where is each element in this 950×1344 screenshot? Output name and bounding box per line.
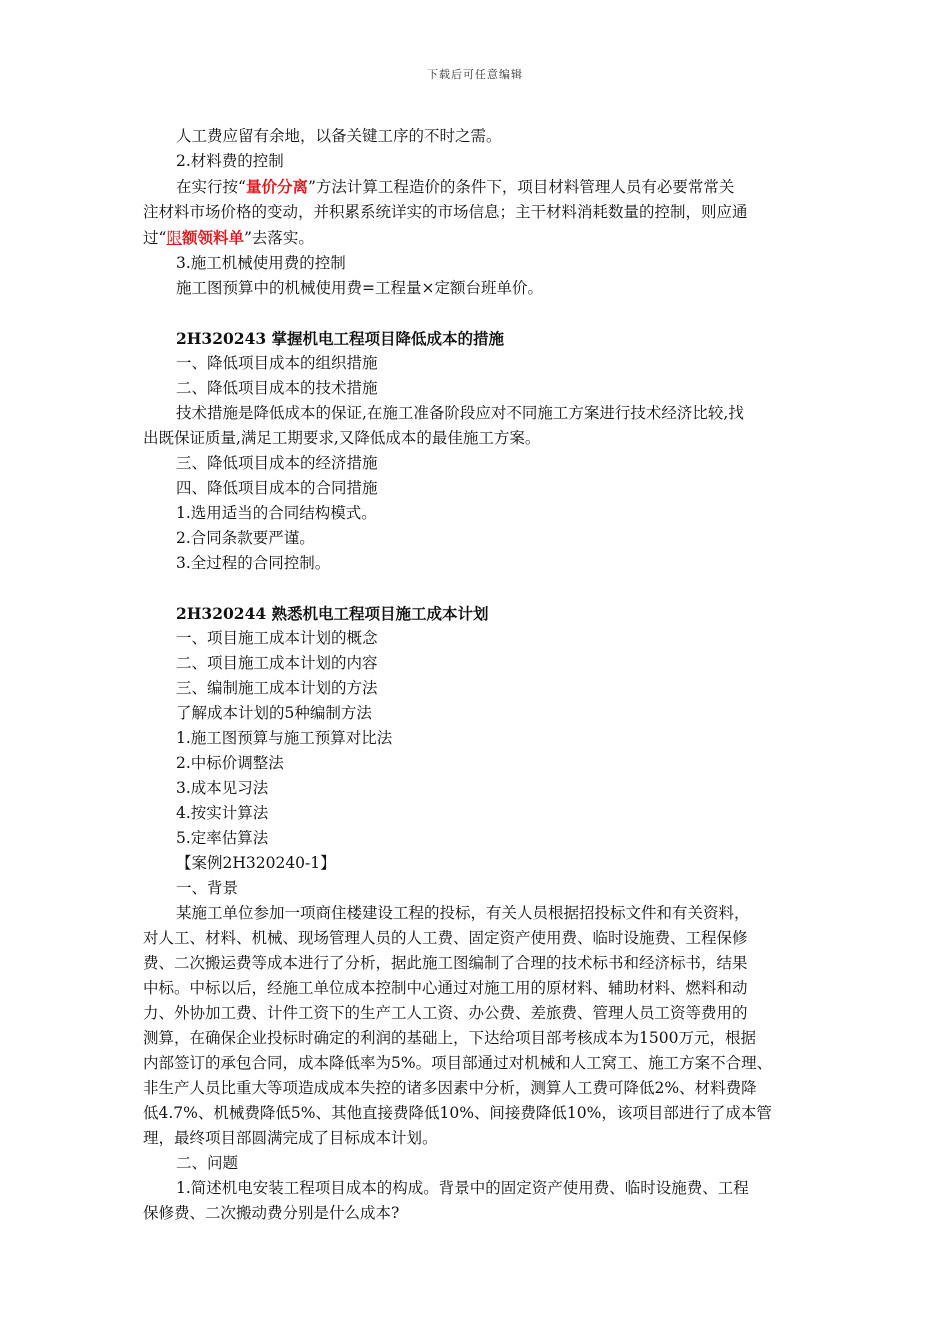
document-body <box>143 124 809 1226</box>
material-line-3: 过“限额领料单”去落实。 <box>143 228 314 247</box>
material-cost-paragraph <box>143 174 809 251</box>
list-item: 3.全过程的合同控制。 <box>176 554 331 572</box>
limit-underlined: 限 <box>166 229 182 247</box>
case-question-paragraph: 1.简述机电安装工程项目成本的构成。背景中的固定资产使用费、临时设施费、工程 保修费、二次搬动费分别是什么成本? <box>143 1179 749 1222</box>
case-question-title: 二、问题 <box>176 1154 239 1172</box>
section-244-heading: 2H320244 熟悉机电工程项目施工成本计划 <box>176 604 489 623</box>
machine-cost-formula: 施工图预算中的机械使用费=工程量×定额台班单价。 <box>176 279 543 297</box>
list-item: 2.合同条款要严谨。 <box>176 529 315 547</box>
list-item: 4.按实计算法 <box>176 804 269 822</box>
case-background-paragraph: 某施工单位参加一项商住楼建设工程的投标，有关人员根据招投标文件和有关资料， 对人工、材料、机械、现场管理人员的人工费、固定资产使用费、临时设施费、工程保修 费、二次搬运费等成本进行了分析，据此施工图编制了合理的技术标书和经济标书，结果 中标。中标以后，经施工单位成本控制中心通过对施工用的原材料、辅助材料、燃料和动 力、外协加工费、计件工资下的生产工人工资、办公费、差旅费、管理人员工资等费用的 测算，在确保企业投标时确定的利润的基础上，下达给项目部考核成本为1500万元，根据 内部签订的承包合同，成本降低率为5%。项目部通过对机械和人工窝工、施工方案不合理、 非生产人员比重大等项造成成本失控的诸多因素中分析，测算人工费可降低2%、材料费降 低4.7%、机械费降低5%、其他直接费降低10%、间接费降低10%，该项目部进行了成本管 理，最终项目部圆满完成了目标成本计划。 <box>143 904 773 1147</box>
labor-cost-tail: 人工费应留有余地，以备关键工序的不时之需。 <box>176 127 502 145</box>
machine-cost-title: 3.施工机械使用费的控制 <box>176 254 346 272</box>
list-item: 一、降低项目成本的组织措施 <box>176 354 378 372</box>
case-title: 【案例2H320240-1】 <box>176 854 336 872</box>
list-item: 1.选用适当的合同结构模式。 <box>176 504 377 522</box>
list-item: 四、降低项目成本的合同措施 <box>176 479 378 497</box>
list-item: 一、项目施工成本计划的概念 <box>176 629 378 647</box>
material-line-1: 在实行按“量价分离”方法计算工程造价的条件下，项目材料管理人员有必要常常关 <box>176 177 735 196</box>
technical-measures-paragraph: 技术措施是降低成本的保证,在施工准备阶段应对不同施工方案进行技术经济比较,找 出既保证质量,满足工期要求,又降低成本的最佳施工方案。 <box>143 404 744 447</box>
list-item: 二、降低项目成本的技术措施 <box>176 379 378 397</box>
material-cost-title: 2.材料费的控制 <box>176 152 284 170</box>
list-item: 5.定率估算法 <box>176 829 269 847</box>
list-item: 2.中标价调整法 <box>176 754 284 772</box>
list-item: 三、编制施工成本计划的方法 <box>176 679 378 697</box>
list-item: 1.施工图预算与施工预算对比法 <box>176 729 393 747</box>
section-243-heading: 2H320243 掌握机电工程项目降低成本的措施 <box>176 329 505 348</box>
list-item: 了解成本计划的5种编制方法 <box>176 704 372 722</box>
requisition-highlight: 额领料单 <box>181 228 244 247</box>
list-item: 二、项目施工成本计划的内容 <box>176 654 378 672</box>
page-header: 下载后可任意编辑 <box>427 68 523 81</box>
list-item: 三、降低项目成本的经济措施 <box>176 454 378 472</box>
quantity-price-separation-highlight: 量价分离 <box>245 177 308 196</box>
material-line-2: 注材料市场价格的变动，并积累系统详实的市场信息；主干材料消耗数量的控制，则应通 <box>143 203 748 221</box>
case-background-title: 一、背景 <box>176 879 239 897</box>
list-item: 3.成本见习法 <box>176 779 269 797</box>
